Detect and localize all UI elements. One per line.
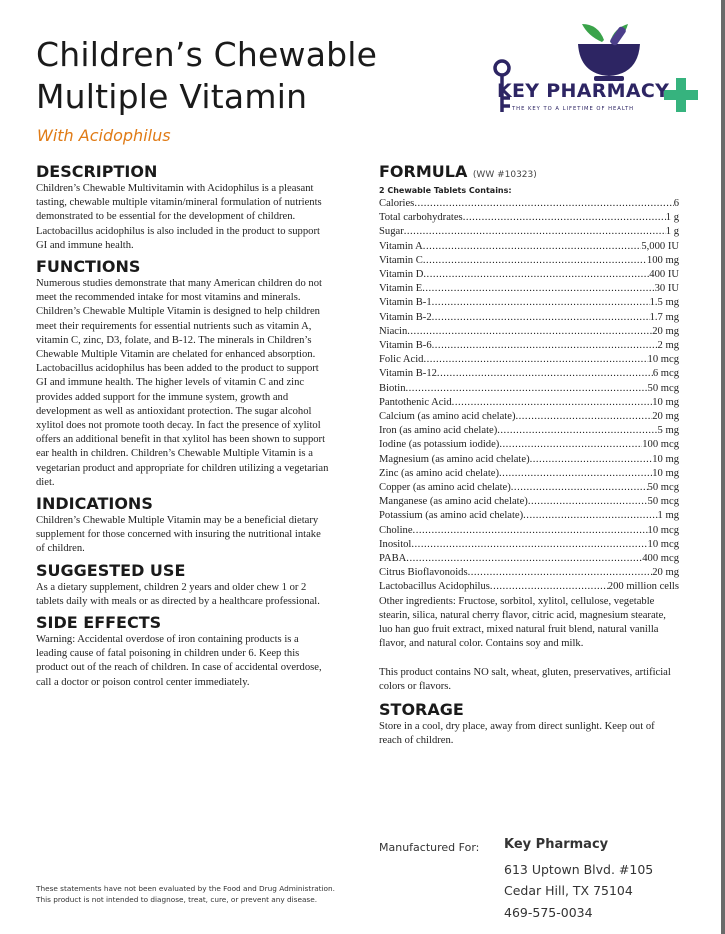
nutrient-name: Manganese (as amino acid chelate) [379,496,528,508]
nutrient-amount: 100 mg [646,254,679,266]
nutrient-name: Vitamin D [379,269,424,281]
storage-section [379,700,679,748]
formula-row [379,453,679,467]
manufacturer-name: Key Pharmacy [504,837,609,852]
formula-row [379,339,679,353]
dot-leader [437,367,653,381]
dot-leader [490,580,608,594]
formula-row [379,495,679,509]
dot-leader [423,254,647,268]
nutrient-name: Biotin [379,382,406,394]
section-heading: DESCRIPTION [36,162,158,181]
nutrient-amount: 10 mcg [647,354,679,366]
dot-leader [406,382,648,396]
page-edge [721,0,725,934]
dot-leader [499,467,652,481]
nutrient-name: Potassium (as amino acid chelate) [379,510,524,522]
formula-row [379,225,679,239]
dot-leader [411,538,647,552]
formula-row [379,524,679,538]
formula-row [379,580,679,594]
section-paragraph: Numerous studies demonstrate that many American children do not meet the recommended intake for most vitamins and minerals. Children’s Chewable Multiple Vitamin is designed to help children meet their requirements for essential nutrients such as vitamin A, vitamin C, zinc, D3, folate, and B-12. The minerals in Children’s Chewable Multiple Vitamin are chelated for enhanced absorption. Lactobacillus acidophilus has been added to the product to support GI and immune health. The higher levels of vitamin C and zinc provides added support for the immune system, growth and development as well as antioxidant protection. The sugar alcohol xylitol does not promote tooth decay. In fact the presence of xylitol offers an additional benefit in that xylitol has been shown to support ear health in children. Children’s Chewable Multiple Vitamin is a vegetarian product and appropriate for children utilizing a vegetarian diet. [36,278,329,488]
nutrient-name: Citrus Bioflavonoids [379,567,468,579]
nutrient-name: Calories [379,198,415,209]
nutrient-amount: 200 million cells [607,581,679,593]
nutrient-name: Iron (as amino acid chelate) [379,425,498,437]
nutrient-amount: 1 g [665,212,679,224]
logo-tagline: THE KEY TO A LIFETIME OF HEALTH [512,106,635,112]
formula-row [379,268,679,282]
nutrient-name: Choline [379,524,413,536]
formula-row [379,509,679,523]
title-line-1: Children’s Chewable [36,35,378,74]
formula-row [379,566,679,580]
section-paragraph: Children’s Chewable Multiple Vitamin may be a beneficial dietary supplement for those concerned with insuring the nutritional intake of children. [36,515,321,555]
manufactured-for-label: Manufactured For: [379,841,480,854]
nutrient-amount: 1.7 mg [649,311,679,323]
nutrient-amount: 1.5 mg [649,297,679,309]
dot-leader [515,410,652,424]
nutrient-name: Vitamin B-2 [379,311,432,323]
formula-row [379,367,679,381]
dot-leader [468,566,653,580]
formula-row [379,552,679,566]
logo-brand: KEY PHARMACY [497,80,670,102]
nutrient-amount: 6 [673,198,679,209]
nutrient-amount: 2 mg [657,340,679,352]
leaf-icon [582,24,604,42]
nutrient-amount: 10 mcg [647,538,679,550]
formula-section [379,162,679,694]
nutrient-amount: 50 mcg [647,496,679,508]
dot-leader [511,481,648,495]
fda-disclaimer: These statements have not been evaluated by the Food and Drug Administration. This product is not intended to diagnose, treat, cure, or prevent any disease. [36,884,335,904]
section-functions [36,257,331,490]
section-description [36,162,331,253]
nutrient-amount: 1 mg [657,510,679,522]
nutrient-amount: 10 mg [652,467,679,479]
nutrient-name: Vitamin E [379,283,423,295]
nutrient-name: Vitamin A [379,240,423,252]
dot-leader [432,311,650,325]
section-heading: INDICATIONS [36,494,153,514]
section-paragraph: Warning: Accidental overdose of iron containing products is a leading cause of fatal poisoning in children under 6. Keep this product out of the reach of children. In case of accidental overdose, call a doctor or poison control center immediately. [36,634,322,688]
nutrient-amount: 5,000 IU [641,240,679,252]
manufacturer-address-2: Cedar Hill, TX 75104 [504,883,633,898]
nutrient-name: Sugar [379,226,404,238]
dot-leader [423,353,647,367]
nutrient-amount: 20 mg [652,325,679,337]
nutrient-name: Calcium (as amino acid chelate) [379,411,516,423]
nutrient-amount: 400 IU [649,269,679,281]
nutrient-amount: 6 mcg [652,368,679,380]
dot-leader [414,197,673,211]
title-line-2: Multiple Vitamin [36,77,308,116]
formula-code: (WW #10323) [472,170,537,180]
formula-row [379,353,679,367]
dot-leader [530,453,653,467]
nutrient-amount: 10 mg [652,396,679,408]
formula-row [379,282,679,296]
storage-text: Store in a cool, dry place, away from direct sunlight. Keep out of reach of children. [379,720,655,747]
formula-list [379,197,679,595]
storage-heading: STORAGE [379,699,464,719]
dot-leader [432,296,650,310]
section-heading: SIDE EFFECTS [36,613,162,633]
formula-heading [379,162,679,185]
section-side-effects [36,613,331,690]
dot-leader [463,211,666,225]
dot-leader [528,495,648,509]
formula-row [379,538,679,552]
formula-row [379,424,679,438]
formula-row [379,382,679,396]
mortar-bowl-icon [578,44,640,76]
formula-row [379,396,679,410]
formula-row [379,438,679,452]
nutrient-name: Niacin [379,325,408,337]
section-heading: SUGGESTED USE [36,560,186,580]
nutrient-name: Vitamin B-12 [379,368,437,380]
other-ingredients: Other ingredients: Fructose, sorbitol, xylitol, cellulose, vegetable stearin, silica, natural cherry flavor, citric acid, magnesium stearate, luo han guo fruit extract, mixed natural fruit blend, natural vanilla flavor, and natural color. Contains soy and milk. [379,595,666,650]
manufacturer-address-1: 613 Uptown Blvd. #105 [504,862,654,877]
dot-leader [422,282,654,296]
nutrient-name: PABA [379,553,407,565]
formula-row [379,296,679,310]
dot-leader [413,524,648,538]
nutrient-name: Total carbohydrates [379,212,463,224]
dot-leader [423,268,649,282]
dot-leader [407,325,652,339]
nutrient-amount: 5 mg [657,425,679,437]
nutrient-amount: 20 mg [652,567,679,579]
formula-heading-text: FORMULA [379,162,468,181]
nutrient-name: Zinc (as amino acid chelate) [379,467,500,479]
formula-row [379,197,679,211]
free-from-statement: This product contains NO salt, wheat, gluten, preservatives, artificial colors or flavors. [379,666,671,692]
dot-leader [404,225,666,239]
nutrient-amount: 10 mcg [647,524,679,536]
nutrient-name: Lactobacillus Acidophilus [379,581,490,593]
nutrient-name: Vitamin C [379,254,423,266]
dot-leader [406,552,642,566]
nutrient-amount: 30 IU [654,283,679,295]
formula-row [379,211,679,225]
nutrient-amount: 50 mcg [647,382,679,394]
manufacturer-phone: 469-575-0034 [504,905,593,920]
section-suggested-use [36,561,331,609]
nutrient-name: Pantothenic Acid [379,396,452,408]
nutrient-name: Folic Acid [379,354,424,366]
nutrient-name: Inositol [379,538,412,550]
section-heading: FUNCTIONS [36,257,141,277]
formula-row [379,325,679,339]
formula-row [379,481,679,495]
nutrient-name: Magnesium (as amino acid chelate) [379,453,530,465]
dot-leader [452,396,653,410]
dot-leader [497,424,657,438]
nutrient-amount: 50 mcg [647,482,679,494]
section-paragraph: As a dietary supplement, children 2 years and older chew 1 or 2 tablets daily with meals or as directed by a healthcare professional. [36,581,320,607]
formula-row [379,311,679,325]
nutrient-amount: 400 mcg [642,553,679,565]
formula-row [379,254,679,268]
page-title [36,34,377,118]
formula-row [379,240,679,254]
page-subtitle: With Acidophilus [37,126,171,145]
left-column [36,162,331,694]
right-column [379,162,679,752]
nutrient-amount: 100 mcg [642,439,679,451]
nutrient-amount: 1 g [665,226,679,238]
formula-contains: 2 Chewable Tablets Contains: [379,186,512,195]
formula-row [379,410,679,424]
nutrient-name: Iodine (as potassium iodide) [379,439,500,451]
nutrient-name: Vitamin B-1 [379,297,432,309]
section-indications [36,494,331,557]
nutrient-name: Copper (as amino acid chelate) [379,482,511,494]
dot-leader [499,438,642,452]
dot-leader [432,339,658,353]
formula-row [379,467,679,481]
section-paragraph: Children’s Chewable Multivitamin with Acidophilus is a pleasant tasting, chewable multiple vitamin/mineral formulation of nutrients demonstrated to be essential for the development of children. Lactobacillus acidophilus is also included in the product to support GI and immune health. [36,183,322,251]
nutrient-name: Vitamin B-6 [379,340,432,352]
dot-leader [423,240,642,254]
nutrient-amount: 10 mg [652,453,679,465]
nutrient-amount: 20 mg [652,411,679,423]
dot-leader [523,509,657,523]
